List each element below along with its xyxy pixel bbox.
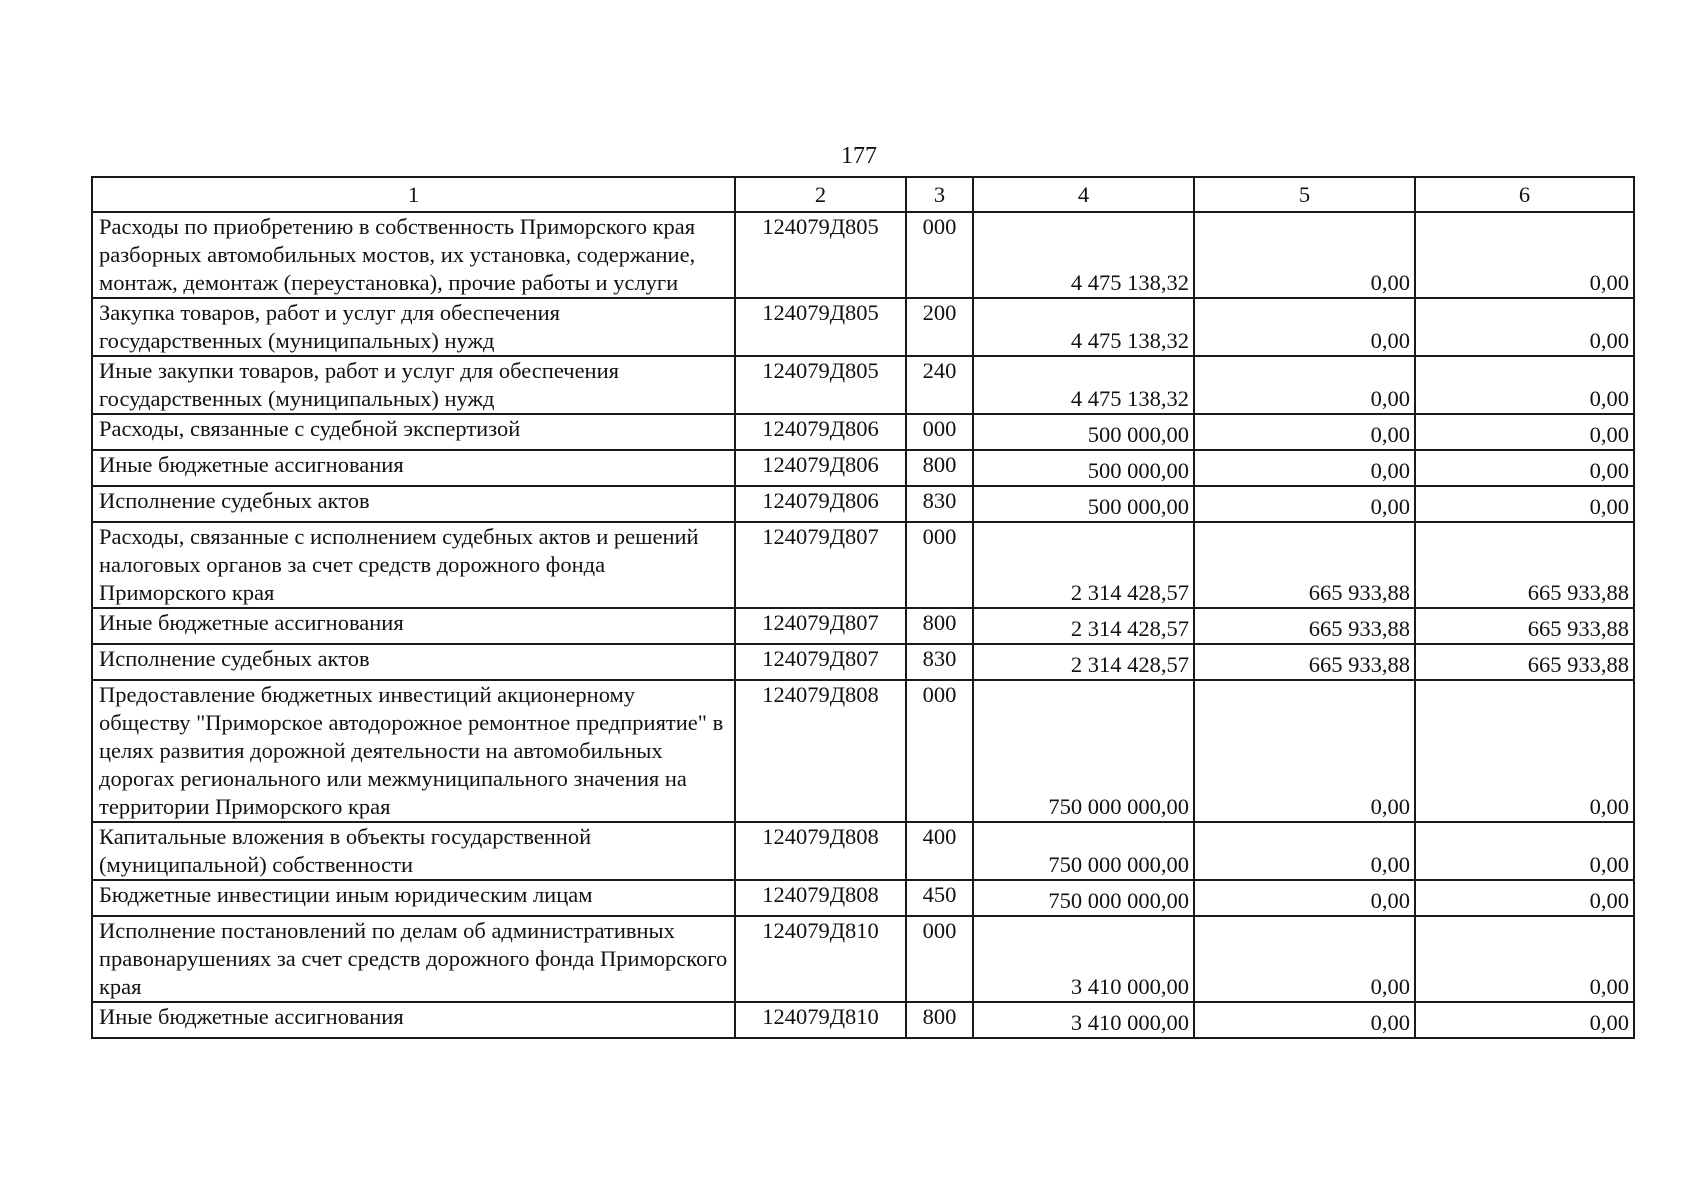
table-row [92,486,1634,522]
item-name-cell-text: Расходы, связанные с судебной экспертизой [99,416,521,441]
item-name-cell [92,356,735,414]
target-code-cell [735,486,906,522]
column-header: 6 [1415,177,1634,212]
item-name-cell [92,450,735,486]
amount-col4-cell [973,356,1194,414]
amount-col4-cell [973,880,1194,916]
table-row [92,680,1634,822]
amount-col5-cell [1194,916,1415,1002]
expense-type-cell [906,880,973,916]
target-code-cell-text: 124079Д807 [762,610,879,635]
item-name-cell [92,486,735,522]
target-code-cell [735,608,906,644]
amount-col4-cell [973,916,1194,1002]
target-code-cell-text: 124079Д805 [762,214,879,239]
item-name-cell [92,414,735,450]
amount-col5-cell-text: 665 933,88 [1308,580,1410,605]
amount-col6-cell-text: 0,00 [1589,888,1629,913]
expense-type-cell-text: 800 [922,1004,957,1029]
amount-col6-cell [1415,822,1634,880]
amount-col4-cell [973,822,1194,880]
target-code-cell-text: 124079Д806 [762,488,879,513]
target-code-cell-text: 124079Д807 [762,646,879,671]
expense-type-cell [906,644,973,680]
amount-col5-cell [1194,880,1415,916]
column-header: 5 [1194,177,1415,212]
item-name-cell [92,916,735,1002]
table-body [92,212,1634,1038]
expense-type-cell-text: 000 [922,416,957,441]
item-name-cell [92,822,735,880]
expense-type-cell [906,680,973,822]
target-code-cell [735,680,906,822]
amount-col4-cell-text: 500 000,00 [1087,422,1189,447]
amount-col6-cell-text: 665 933,88 [1527,652,1629,677]
item-name-cell-text: Исполнение судебных актов [99,488,370,513]
table-row [92,450,1634,486]
amount-col5-cell-text: 0,00 [1370,328,1410,353]
amount-col6-cell [1415,522,1634,608]
amount-col4-cell-text: 4 475 138,32 [1070,270,1189,295]
expense-type-cell [906,822,973,880]
expense-type-cell-text: 000 [922,682,957,707]
target-code-cell [735,1002,906,1038]
expense-type-cell-text: 830 [922,646,957,671]
page-number: 177 [841,143,877,169]
table-row [92,298,1634,356]
table-row [92,212,1634,298]
amount-col5-cell-text: 0,00 [1370,1010,1410,1035]
target-code-cell-text: 124079Д806 [762,452,879,477]
amount-col5-cell [1194,644,1415,680]
item-name-cell [92,212,735,298]
item-name-cell [92,522,735,608]
amount-col6-cell [1415,680,1634,822]
target-code-cell-text: 124079Д805 [762,358,879,383]
table-row [92,880,1634,916]
expense-type-cell-text: 800 [922,452,957,477]
amount-col5-cell [1194,680,1415,822]
target-code-cell-text: 124079Д805 [762,300,879,325]
amount-col5-cell-text: 0,00 [1370,852,1410,877]
target-code-cell [735,522,906,608]
target-code-cell [735,916,906,1002]
target-code-cell [735,212,906,298]
expense-type-cell-text: 450 [922,882,957,907]
item-name-cell-text: Расходы, связанные с исполнением судебных актов и решений налоговых органов за счет средств дорожного фонда Приморского края [99,524,699,605]
amount-col4-cell-text: 500 000,00 [1087,458,1189,483]
amount-col5-cell-text: 0,00 [1370,386,1410,411]
amount-col5-cell [1194,298,1415,356]
target-code-cell [735,822,906,880]
header-row [92,177,1634,212]
amount-col5-cell [1194,608,1415,644]
amount-col5-cell [1194,356,1415,414]
item-name-cell [92,644,735,680]
item-name-cell-text: Закупка товаров, работ и услуг для обеспечения государственных (муниципальных) нужд [99,300,560,353]
amount-col5-cell-text: 0,00 [1370,422,1410,447]
item-name-cell [92,298,735,356]
amount-col4-cell [973,522,1194,608]
expense-type-cell-text: 000 [922,918,957,943]
amount-col4-cell-text: 4 475 138,32 [1070,386,1189,411]
expense-type-cell-text: 830 [922,488,957,513]
amount-col6-cell [1415,450,1634,486]
item-name-cell-text: Капитальные вложения в объекты государственной (муниципальной) собственности [99,824,592,877]
expense-type-cell [906,298,973,356]
amount-col6-cell-text: 0,00 [1589,494,1629,519]
expense-type-cell [906,414,973,450]
item-name-cell-text: Предоставление бюджетных инвестиций акционерному обществу "Приморское автодорожное ремонтное предприятие" в целях развития дорожной деятельности на автомобильных дорогах регионального или межмуниципального значения на территории Приморского края [99,682,724,819]
table-row [92,644,1634,680]
amount-col5-cell [1194,522,1415,608]
amount-col5-cell-text: 665 933,88 [1308,616,1410,641]
item-name-cell [92,1002,735,1038]
amount-col4-cell [973,1002,1194,1038]
expense-type-cell-text: 240 [922,358,957,383]
amount-col6-cell [1415,486,1634,522]
target-code-cell [735,644,906,680]
amount-col4-cell-text: 4 475 138,32 [1070,328,1189,353]
amount-col6-cell [1415,356,1634,414]
expense-type-cell [906,916,973,1002]
amount-col6-cell [1415,212,1634,298]
target-code-cell [735,298,906,356]
amount-col4-cell [973,644,1194,680]
item-name-cell-text: Иные бюджетные ассигнования [99,610,404,635]
amount-col4-cell [973,414,1194,450]
expense-type-cell-text: 800 [922,610,957,635]
amount-col6-cell-text: 0,00 [1589,974,1629,999]
item-name-cell [92,880,735,916]
item-name-cell-text: Исполнение судебных актов [99,646,370,671]
budget-table [91,176,1635,1039]
amount-col5-cell [1194,450,1415,486]
column-header: 1 [92,177,735,212]
target-code-cell [735,450,906,486]
item-name-cell [92,608,735,644]
amount-col5-cell [1194,212,1415,298]
amount-col4-cell-text: 3 410 000,00 [1070,974,1189,999]
amount-col4-cell-text: 2 314 428,57 [1070,616,1189,641]
expense-type-cell [906,212,973,298]
table-row [92,608,1634,644]
target-code-cell-text: 124079Д807 [762,524,879,549]
amount-col5-cell [1194,1002,1415,1038]
column-header: 3 [906,177,973,212]
amount-col4-cell [973,298,1194,356]
amount-col5-cell-text: 0,00 [1370,494,1410,519]
amount-col6-cell-text: 0,00 [1589,270,1629,295]
amount-col6-cell [1415,608,1634,644]
amount-col5-cell-text: 0,00 [1370,458,1410,483]
item-name-cell-text: Иные бюджетные ассигнования [99,1004,404,1029]
target-code-cell [735,880,906,916]
item-name-cell-text: Исполнение постановлений по делам об административных правонарушениях за счет средств дорожного фонда Приморского края [99,918,728,999]
table-row [92,916,1634,1002]
amount-col5-cell-text: 0,00 [1370,974,1410,999]
amount-col4-cell [973,450,1194,486]
amount-col4-cell-text: 3 410 000,00 [1070,1010,1189,1035]
amount-col5-cell-text: 665 933,88 [1308,652,1410,677]
amount-col5-cell-text: 0,00 [1370,888,1410,913]
amount-col4-cell-text: 750 000 000,00 [1048,852,1189,877]
item-name-cell-text: Иные бюджетные ассигнования [99,452,404,477]
target-code-cell [735,356,906,414]
amount-col4-cell-text: 750 000 000,00 [1048,794,1189,819]
expense-type-cell [906,522,973,608]
expense-type-cell [906,356,973,414]
item-name-cell-text: Расходы по приобретению в собственность Приморского края разборных автомобильных мостов, их установка, содержание, монтаж, демонтаж (переустановка), прочие работы и услуги [99,214,696,295]
amount-col5-cell-text: 0,00 [1370,794,1410,819]
amount-col6-cell-text: 665 933,88 [1527,580,1629,605]
table-row [92,822,1634,880]
target-code-cell-text: 124079Д808 [762,882,879,907]
amount-col6-cell [1415,1002,1634,1038]
amount-col5-cell [1194,486,1415,522]
amount-col4-cell-text: 2 314 428,57 [1070,652,1189,677]
amount-col6-cell-text: 0,00 [1589,458,1629,483]
expense-type-cell-text: 400 [922,824,957,849]
expense-type-cell-text: 000 [922,524,957,549]
column-header: 4 [973,177,1194,212]
expense-type-cell [906,486,973,522]
amount-col6-cell-text: 0,00 [1589,1010,1629,1035]
table-row [92,356,1634,414]
amount-col6-cell-text: 0,00 [1589,386,1629,411]
amount-col6-cell [1415,644,1634,680]
item-name-cell-text: Бюджетные инвестиции иным юридическим лицам [99,882,593,907]
target-code-cell-text: 124079Д808 [762,824,879,849]
amount-col4-cell-text: 2 314 428,57 [1070,580,1189,605]
amount-col6-cell [1415,916,1634,1002]
target-code-cell-text: 124079Д806 [762,416,879,441]
amount-col6-cell [1415,414,1634,450]
amount-col6-cell-text: 0,00 [1589,328,1629,353]
amount-col6-cell [1415,880,1634,916]
amount-col6-cell-text: 665 933,88 [1527,616,1629,641]
amount-col4-cell-text: 750 000 000,00 [1048,888,1189,913]
amount-col6-cell [1415,298,1634,356]
table-row [92,414,1634,450]
column-header: 2 [735,177,906,212]
amount-col6-cell-text: 0,00 [1589,422,1629,447]
amount-col4-cell [973,608,1194,644]
target-code-cell-text: 124079Д810 [762,918,879,943]
amount-col6-cell-text: 0,00 [1589,852,1629,877]
amount-col6-cell-text: 0,00 [1589,794,1629,819]
amount-col4-cell-text: 500 000,00 [1087,494,1189,519]
amount-col4-cell [973,680,1194,822]
item-name-cell-text: Иные закупки товаров, работ и услуг для обеспечения государственных (муниципальных) нужд [99,358,619,411]
expense-type-cell [906,1002,973,1038]
expense-type-cell [906,608,973,644]
amount-col5-cell [1194,414,1415,450]
amount-col5-cell-text: 0,00 [1370,270,1410,295]
table-row [92,522,1634,608]
amount-col4-cell [973,486,1194,522]
item-name-cell [92,680,735,822]
table-row [92,1002,1634,1038]
target-code-cell-text: 124079Д808 [762,682,879,707]
expense-type-cell [906,450,973,486]
amount-col5-cell [1194,822,1415,880]
target-code-cell [735,414,906,450]
expense-type-cell-text: 000 [922,214,957,239]
expense-type-cell-text: 200 [922,300,957,325]
target-code-cell-text: 124079Д810 [762,1004,879,1029]
amount-col4-cell [973,212,1194,298]
